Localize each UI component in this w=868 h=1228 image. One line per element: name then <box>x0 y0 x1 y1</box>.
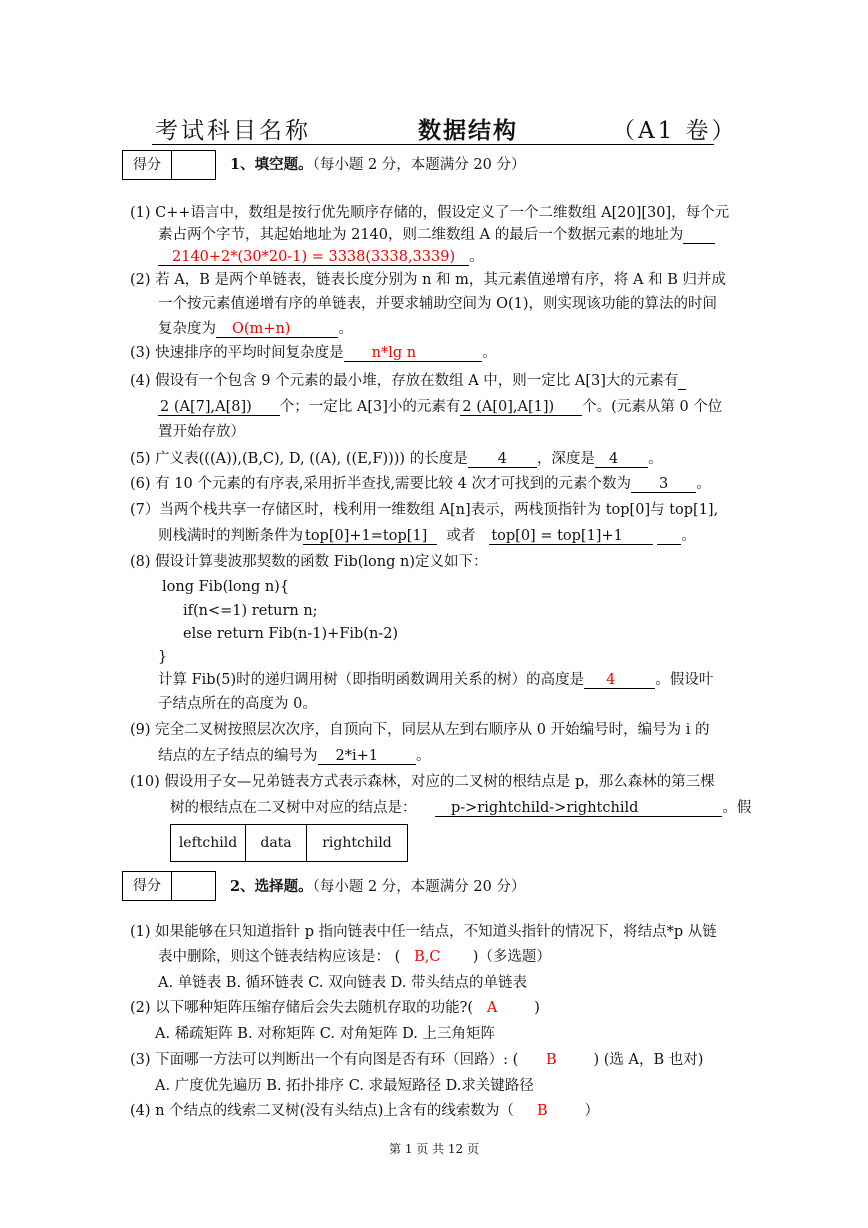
q4-line3: 置开始存放） <box>158 424 245 440</box>
q8-code4: } <box>158 649 168 665</box>
c1-line1: (1) 如果能够在只知道指针 p 指向链表中任一结点，不知道头指针的情况下，将结点*p 从链 <box>130 924 717 940</box>
score-cell[interactable] <box>172 872 215 900</box>
q10-answer: p->rightchild->rightchild <box>435 800 640 817</box>
c3-line: (3) 下面哪一方法可以判断出一个有向图是否有环（回路）: ( B ) (选 A，B 也对) <box>130 1052 704 1068</box>
q8-line2: 计算 Fib(5)时的递归调用树（即指明函数调用关系的树）的高度是 4 。假设叶 <box>158 672 714 688</box>
q9-line1: (9) 完全二叉树按照层次次序，自顶向下，同层从左到右顺序从 0 开始编号时，编号为 i 的 <box>130 722 710 738</box>
q8-line3: 子结点所在的高度为 0。 <box>158 696 317 712</box>
q2-answer: O(m+n) <box>232 321 291 337</box>
q7-line1: (7）当两个栈共享一存储区时，栈利用一维数组 A[n]表示，两栈顶指针为 top[0]与 top[1], <box>130 502 719 518</box>
q4-answer2: 2 (A[0],A[1]) <box>462 399 555 415</box>
q7-answer1: top[0]+1=top[1] <box>305 528 428 544</box>
q9-line2: 结点的左子结点的编号为 2*i+1 。 <box>158 748 431 764</box>
node-structure-table <box>170 824 408 862</box>
q1-line1: (1) C++语言中，数组是按行优先顺序存储的，假设定义了一个二维数组 A[20][30]，每个元 <box>130 205 730 221</box>
q10-line1: (10) 假设用子女—兄弟链表方式表示森林，对应的二叉树的根结点是 p，那么森林的第三棵 <box>130 774 715 790</box>
q9-answer: 2*i+1 <box>318 748 417 765</box>
q4-answer1: 2 (A[7],A[8]) <box>160 399 252 415</box>
q2-line3: 复杂度为 O(m+n) 。 <box>158 321 353 337</box>
q3-answer: n*lg n <box>371 345 417 361</box>
q7-line2: 则栈满时的判断条件为 top[0]+1=top[1] 或者 top[0] = top[1]+1 。 <box>158 528 696 544</box>
page-footer: 第 1 页 共 12 页 <box>389 1142 479 1156</box>
exam-subject-label: 考试科目名称 <box>155 118 311 144</box>
q1-answer: 2140+2*(30*20-1) = 3338(3338,3339) <box>158 249 469 266</box>
section2-title: 2、选择题。 <box>230 878 313 895</box>
q6-line: (6) 有 10 个元素的有序表,采用折半查找,需要比较 4 次才可找到的元素个数为 3 。 <box>130 476 711 492</box>
section1-title: 1、填空题。 <box>230 156 313 173</box>
q4-line1: (4) 假设有一个包含 9 个元素的最小堆，存放在数组 A 中，则一定比 A[3]大的元素有 <box>130 371 686 391</box>
q8-code1: long Fib(long n){ <box>162 579 290 595</box>
q7-answer2: top[0] = top[1]+1 <box>491 528 623 544</box>
c2-options: A. 稀疏矩阵 B. 对称矩阵 C. 对角矩阵 D. 上三角矩阵 <box>155 1026 496 1042</box>
q4-line2: 2 (A[7],A[8]) 个；一定比 A[3]小的元素有 2 (A[0],A[1]) 个。(元素从第 0 个位 <box>160 399 723 415</box>
section2-note: （每小题 2 分，本题满分 20 分） <box>312 879 526 895</box>
q3-line: (3) 快速排序的平均时间复杂度是 n*lg n 。 <box>130 345 497 361</box>
c2-answer: A <box>486 1000 498 1016</box>
q10-line2: 树的根结点在二叉树中对应的结点是： p->rightchild->rightchild 。假 <box>170 800 752 816</box>
score-box-1 <box>122 150 216 180</box>
q8-code3: else return Fib(n-1)+Fib(n-2) <box>183 626 399 642</box>
c2-line: (2) 以下哪种矩阵压缩存储后会失去随机存取的功能?( A ) <box>130 1000 540 1016</box>
q8-code2: if(n<=1) return n; <box>183 603 318 619</box>
c1-options: A. 单链表 B. 循环链表 C. 双向链表 D. 带头结点的单链表 <box>158 975 528 991</box>
c1-line2: 表中删除，则这个链表结构应该是： ( B,C )（多选题） <box>158 949 551 965</box>
q5-answer2: 4 <box>595 451 648 468</box>
q6-answer: 3 <box>631 476 696 493</box>
q8-line1: (8) 假设计算斐波那契数的函数 Fib(long n)定义如下： <box>130 554 488 570</box>
q1-line2: 素占两个字节，其起始地址为 2140，则二维数组 A 的最后一个数据元素的地址为 <box>158 225 715 245</box>
cell-leftchild: leftchild <box>171 825 246 861</box>
exam-subject-name: 数据结构 <box>418 117 518 144</box>
score-label: 得分 <box>123 151 172 179</box>
cell-data: data <box>246 825 307 861</box>
q2-line1: (2) 若 A，B 是两个单链表，链表长度分别为 n 和 m，其元素值递增有序，将 A 和 B 归并成 <box>130 272 726 288</box>
q5-line: (5) 广义表(((A)),(B,C), D, ((A), ((E,F)))) 的长度是 4 ，深度是 4 。 <box>130 451 663 467</box>
c4-answer: B <box>536 1103 548 1119</box>
q8-answer: 4 <box>606 672 616 688</box>
section1-note: （每小题 2 分，本题满分 20 分） <box>312 157 526 173</box>
q5-answer1: 4 <box>468 451 537 468</box>
cell-rightchild: rightchild <box>322 835 392 851</box>
section1-heading <box>230 153 525 174</box>
score-label: 得分 <box>123 872 172 900</box>
c1-answer: B,C <box>414 949 441 965</box>
section2-heading <box>230 875 525 896</box>
score-cell[interactable] <box>172 151 215 179</box>
exam-paper-code: （A1 卷） <box>612 118 738 144</box>
c3-answer: B <box>545 1052 557 1068</box>
score-box-2 <box>122 871 216 901</box>
c3-options: A. 广度优先遍历 B. 拓扑排序 C. 求最短路径 D.求关键路径 <box>155 1078 534 1094</box>
c4-line: (4) n 个结点的线索二叉树(没有头结点)上含有的线索数为（ B ） <box>130 1103 599 1119</box>
q1-answer-line: 2140+2*(30*20-1) = 3338(3338,3339) 。 <box>158 247 484 267</box>
q2-line2: 一个按元素值递增有序的单链表，并要求辅助空间为 O(1)，则实现该功能的算法的时间 <box>158 296 718 312</box>
